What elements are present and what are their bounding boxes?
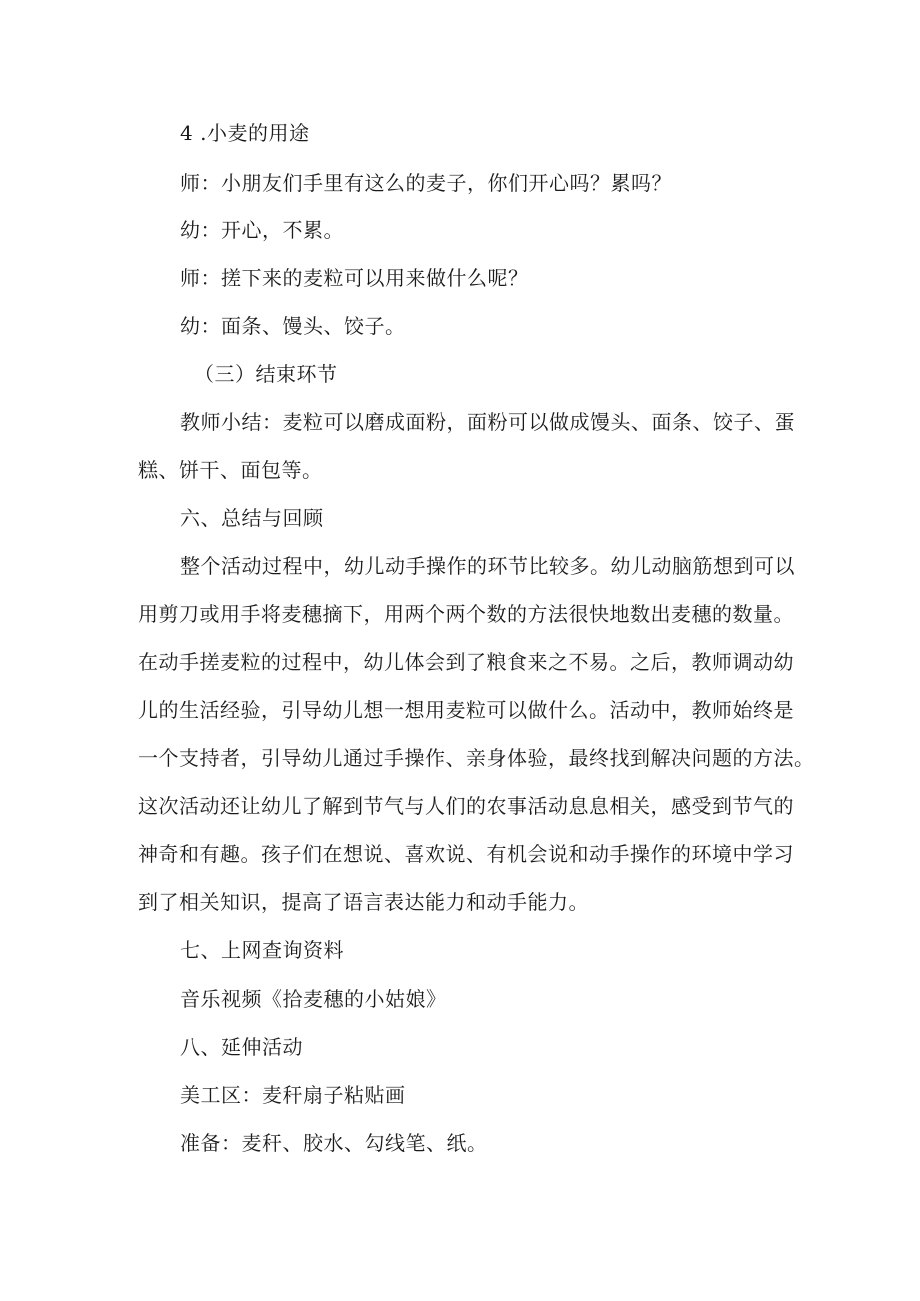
section-6-heading: 六、总结与回顾 xyxy=(180,506,324,530)
dialogue-line: 师：小朋友们手里有这么的麦子，你们开心吗？累吗？ xyxy=(180,171,672,195)
dialogue-line: 师：搓下来的麦粒可以用来做什么呢？ xyxy=(180,266,529,290)
ending-heading: （三）结束环节 xyxy=(194,362,338,386)
dialogue-line: 幼：开心，不累。 xyxy=(180,218,344,242)
preparation-line: 准备：麦秆、胶水、勾线笔、纸。 xyxy=(180,1131,488,1155)
art-area-line: 美工区：麦秆扇子粘贴画 xyxy=(180,1083,406,1107)
summary-line: 用剪刀或用手将麦穗摘下，用两个两个数的方法很快地数出麦穗的数量。 xyxy=(138,602,794,626)
section-8-heading: 八、延伸活动 xyxy=(180,1035,303,1059)
summary-line: 儿的生活经验，引导幼儿想一想用麦粒可以做什么。活动中，教师始终是 xyxy=(138,698,794,722)
dialogue-line: 幼：面条、馒头、饺子。 xyxy=(180,314,406,338)
section-7-heading: 七、上网查询资料 xyxy=(180,938,344,962)
summary-line: 到了相关知识，提高了语言表达能力和动手能力。 xyxy=(138,890,589,914)
teacher-summary-line: 糕、饼干、面包等。 xyxy=(138,458,323,482)
section-4-heading: 4 .小麦的用途 xyxy=(180,121,310,145)
teacher-summary-line: 教师小结：麦粒可以磨成面粉，面粉可以做成馒头、面条、饺子、蛋 xyxy=(180,410,795,434)
section-7-content: 音乐视频《拾麦穗的小姑娘》 xyxy=(180,987,447,1011)
summary-line: 神奇和有趣。孩子们在想说、喜欢说、有机会说和动手操作的环境中学习 xyxy=(138,842,794,866)
summary-line: 整个活动过程中，幼儿动手操作的环节比较多。幼儿动脑筋想到可以 xyxy=(180,554,795,578)
summary-line: 这次活动还让幼儿了解到节气与人们的农事活动息息相关，感受到节气的 xyxy=(138,794,794,818)
summary-line: 在动手搓麦粒的过程中，幼儿体会到了粮食来之不易。之后，教师调动幼 xyxy=(138,650,794,674)
summary-line: 一个支持者，引导幼儿通过手操作、亲身体验，最终找到解决问题的方法。 xyxy=(138,746,815,770)
